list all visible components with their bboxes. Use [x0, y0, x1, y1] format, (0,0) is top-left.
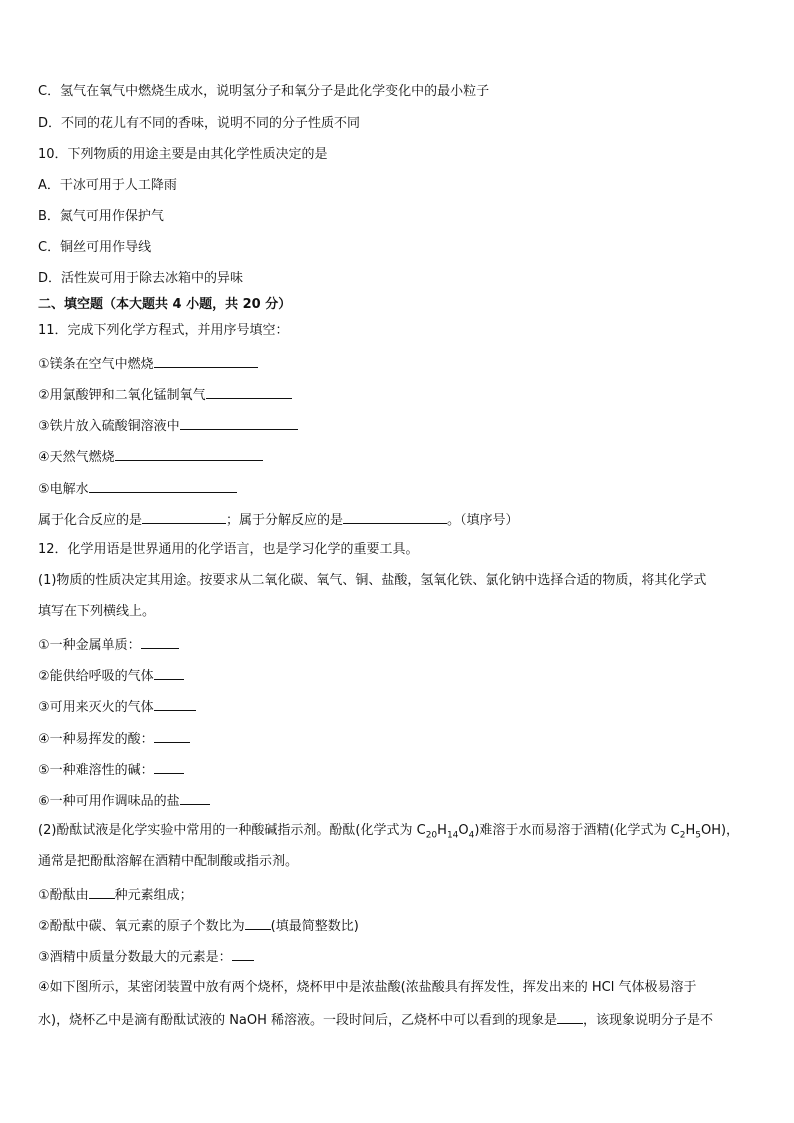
q11-stem: 11．完成下列化学方程式，并用序号填空：	[38, 323, 289, 338]
q12-sub3: ③酒精中质量分数最大的元素是：	[38, 948, 254, 966]
answer-blank[interactable]	[89, 480, 237, 493]
q10-option-b: B．氮气可用作保护气	[38, 209, 164, 224]
q9-option-d: D．不同的花儿有不同的香味，说明不同的分子性质不同	[38, 116, 361, 131]
q10-stem: 10．下列物质的用途主要是由其化学性质决定的是	[38, 147, 328, 162]
q12-part1-line2: 填写在下列横线上。	[38, 604, 156, 619]
answer-blank[interactable]	[154, 730, 190, 743]
q12-sub4-line1: ④如下图所示，某密闭装置中放有两个烧杯，烧杯甲中是浓盐酸(浓盐酸具有挥发性，挥发出来的 HCl 气体极易溶于	[38, 980, 697, 995]
answer-blank[interactable]	[180, 792, 210, 805]
q9-option-c: C．氢气在氧气中燃烧生成水，说明氢分子和氧分子是此化学变化中的最小粒子	[38, 84, 490, 99]
q11-item: ②用氯酸钾和二氧化锰制氧气	[38, 386, 292, 404]
answer-blank[interactable]	[141, 636, 179, 649]
q10-option-c: C．铜丝可用作导线	[38, 240, 152, 255]
q11-item: ⑤电解水	[38, 480, 237, 498]
answer-blank[interactable]	[115, 448, 263, 461]
q12-part2-line2: 通常是把酚酞溶解在酒精中配制酸或指示剂。	[38, 854, 299, 869]
answer-blank[interactable]	[154, 761, 184, 774]
answer-blank[interactable]	[142, 511, 226, 524]
q10-option-a: A．干冰可用于人工降雨	[38, 178, 177, 193]
q11-item: ④天然气燃烧	[38, 448, 263, 466]
q12-sub2: ②酚酞中碳、氧元素的原子个数比为 (填最简整数比)	[38, 919, 359, 934]
answer-blank[interactable]	[206, 386, 292, 399]
answer-blank[interactable]	[154, 698, 196, 711]
q12-sub1: ①酚酞由 种元素组成；	[38, 888, 193, 903]
answer-blank[interactable]	[154, 355, 258, 368]
answer-blank[interactable]	[154, 667, 184, 680]
answer-blank[interactable]	[557, 1011, 583, 1024]
answer-blank[interactable]	[180, 417, 298, 430]
q12-part1-item: ②能供给呼吸的气体	[38, 667, 184, 685]
q12-sub4-line2: 水)，烧杯乙中是滴有酚酞试液的 NaOH 稀溶液。一段时间后，乙烧杯中可以看到的现象是 ，该现象说明分子是不	[38, 1013, 714, 1028]
answer-blank[interactable]	[343, 511, 447, 524]
q10-option-d: D．活性炭可用于除去冰箱中的异味	[38, 271, 244, 286]
answer-blank[interactable]	[89, 886, 115, 899]
q11-summary: 属于化合反应的是 ；属于分解反应的是 。（填序号）	[38, 513, 519, 528]
q12-part1-item: ⑤一种难溶性的碱：	[38, 761, 184, 779]
q11-item: ①镁条在空气中燃烧	[38, 355, 258, 373]
q12-part1-item: ⑥一种可用作调味品的盐	[38, 792, 210, 810]
q12-part1-item: ③可用来灭火的气体	[38, 698, 196, 716]
answer-blank[interactable]	[232, 948, 254, 961]
answer-blank[interactable]	[245, 917, 271, 930]
q12-part1-line1: (1)物质的性质决定其用途。按要求从二氧化碳、氧气、铜、盐酸，氢氧化铁、氯化钠中选择合适的物质，将其化学式	[38, 573, 707, 588]
q11-item: ③铁片放入硫酸铜溶液中	[38, 417, 298, 435]
q12-part1-item: ④一种易挥发的酸：	[38, 730, 190, 748]
q12-part2-line1: (2)酚酞试液是化学实验中常用的一种酸碱指示剂。酚酞(化学式为 $C_{20}H_{14}O_4$)难溶于水而易溶于酒精(化学式为 $C_2H_5OH$)，	[38, 823, 740, 841]
q12-stem: 12．化学用语是世界通用的化学语言，也是学习化学的重要工具。	[38, 542, 419, 557]
q12-part1-item: ①一种金属单质：	[38, 636, 179, 654]
section-title: 二、填空题（本大题共 4 小题，共 20 分）	[38, 297, 292, 312]
